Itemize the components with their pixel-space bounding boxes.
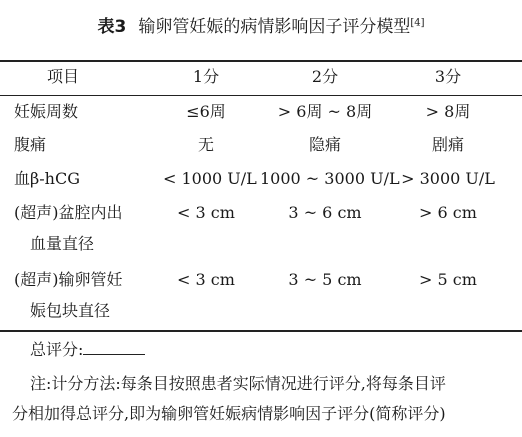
row-item-label: (超声)输卵管妊 bbox=[14, 270, 123, 289]
score-2-value: 3 ~ 6 cm bbox=[288, 203, 362, 222]
score-3-value: > 5 cm bbox=[419, 270, 477, 289]
row-item-label: 血β-hCG bbox=[14, 169, 80, 188]
total-score-line bbox=[30, 340, 145, 360]
score-3-value: > 8周 bbox=[425, 102, 471, 121]
reference-marker: [4] bbox=[410, 17, 425, 29]
score-3-value: > 6 cm bbox=[419, 203, 477, 222]
score-1-value: < 1000 U/L bbox=[163, 169, 257, 188]
header-score-1: 1分 bbox=[192, 67, 220, 86]
row-item-label: (超声)盆腔内出 bbox=[14, 203, 123, 222]
score-2-value: > 6周 ~ 8周 bbox=[277, 102, 373, 121]
score-2-value: 1000 ~ 3000 U/L bbox=[260, 169, 400, 188]
header-score-2: 2分 bbox=[311, 67, 339, 86]
score-1-value: < 3 cm bbox=[177, 203, 235, 222]
score-2-value: 隐痛 bbox=[308, 135, 341, 154]
row-item-label: 腹痛 bbox=[14, 135, 47, 154]
score-2-value: 3 ~ 5 cm bbox=[288, 270, 362, 289]
top-rule bbox=[0, 60, 522, 62]
score-1-value: 无 bbox=[197, 135, 214, 154]
score-3-value: > 3000 U/L bbox=[401, 169, 495, 188]
header-item: 项目 bbox=[47, 67, 80, 86]
row-item-label-cont: 血量直径 bbox=[30, 234, 95, 253]
table-title-text: 输卵管妊娠的病情影响因子评分模型 bbox=[138, 17, 411, 37]
note-line-1: 注:计分方法:每条目按照患者实际情况进行评分,将每条目评 bbox=[30, 374, 446, 393]
bottom-rule bbox=[0, 330, 522, 332]
table-number: 表3 bbox=[97, 17, 127, 37]
note-line-2: 分相加得总评分,即为输卵管妊娠病情影响因子评分(简称评分) bbox=[12, 404, 446, 423]
score-3-value: 剧痛 bbox=[431, 135, 464, 154]
score-1-value: ≤6周 bbox=[186, 102, 226, 121]
header-score-3: 3分 bbox=[434, 67, 462, 86]
row-item-label: 妊娠周数 bbox=[14, 102, 79, 121]
header-rule bbox=[0, 95, 522, 96]
score-1-value: < 3 cm bbox=[177, 270, 235, 289]
table-title bbox=[0, 12, 522, 37]
total-score-label: 总评分: bbox=[30, 340, 84, 359]
row-item-label-cont: 娠包块直径 bbox=[30, 301, 111, 320]
total-score-blank bbox=[83, 340, 145, 355]
